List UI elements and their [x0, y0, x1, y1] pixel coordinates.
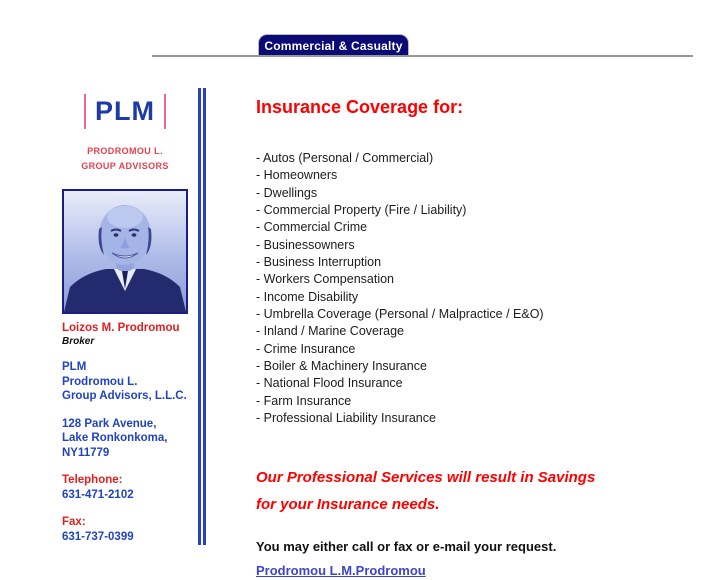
- coverage-item: - Commercial Crime: [256, 220, 368, 235]
- coverage-item: - Boiler & Machinery Insurance: [256, 359, 427, 374]
- sidebar: [62, 88, 188, 544]
- coverage-item: - Umbrella Coverage (Personal / Malpractice / E&O): [256, 307, 544, 322]
- coverage-item: - Homeowners: [256, 168, 338, 183]
- promo-text: [256, 464, 676, 518]
- portrait-photo: [62, 189, 188, 314]
- address-line2: Lake Ronkonkoma,: [62, 432, 168, 444]
- company-name: [62, 360, 188, 404]
- coverage-item: - Commercial Property (Fire / Liability): [256, 203, 467, 218]
- address-line3: NY11779: [62, 446, 110, 459]
- coverage-item: - Business Interruption: [256, 255, 382, 270]
- logo-left-bar: [84, 94, 86, 129]
- coverage-item: - Farm Insurance: [256, 393, 352, 408]
- vertical-divider: [198, 88, 206, 545]
- company-line3: Group Advisors, L.L.C.: [62, 390, 187, 402]
- logo-subtitle: [62, 144, 188, 174]
- tab-label: Commercial & Casualty: [264, 38, 403, 53]
- coverage-item: - Businessowners: [256, 237, 355, 252]
- tab-commercial-casualty[interactable]: [258, 34, 409, 56]
- telephone-label: Telephone:: [62, 474, 123, 486]
- plm-logo: [62, 94, 188, 129]
- address: [62, 417, 188, 461]
- coverage-item: - Professional Liability Insurance: [256, 411, 436, 426]
- horizontal-rule: [152, 55, 693, 57]
- main-content: [256, 97, 676, 580]
- email-link[interactable]: Prodromou L.M.Prodromou: [256, 562, 426, 578]
- logo-text: PLM: [95, 96, 155, 126]
- company-line2: Prodromou L.: [62, 375, 138, 388]
- coverage-item: - National Flood Insurance: [256, 376, 403, 391]
- coverage-item: - Crime Insurance: [256, 341, 356, 356]
- contact-note: You may either call or fax or e-mail your request.: [256, 538, 557, 554]
- coverage-list: [256, 150, 676, 428]
- coverage-item: - Autos (Personal / Commercial): [256, 151, 434, 165]
- promo-line2: for your Insurance needs.: [256, 495, 440, 513]
- fax-label: Fax:: [62, 516, 86, 528]
- fax-number: 631-737-0399: [62, 530, 134, 543]
- coverage-item: - Income Disability: [256, 289, 359, 304]
- logo-subtitle-line2: GROUP ADVISORS: [81, 161, 169, 171]
- telephone-number: 631-471-2102: [62, 488, 134, 501]
- logo-right-bar: [164, 94, 166, 129]
- logo-subtitle-line1: PRODROMOU L.: [87, 146, 163, 156]
- promo-line1: Our Professional Services will result in Savings: [256, 468, 596, 486]
- address-line1: 128 Park Avenue,: [62, 417, 157, 430]
- page-title: Insurance Coverage for:: [256, 97, 464, 117]
- coverage-item: - Dwellings: [256, 185, 318, 200]
- broker-name: Loizos M. Prodromou: [62, 322, 180, 334]
- broker-title: Broker: [62, 336, 95, 347]
- coverage-item: - Inland / Marine Coverage: [256, 324, 404, 339]
- coverage-item: - Workers Compensation: [256, 272, 395, 287]
- company-line1: PLM: [62, 361, 87, 373]
